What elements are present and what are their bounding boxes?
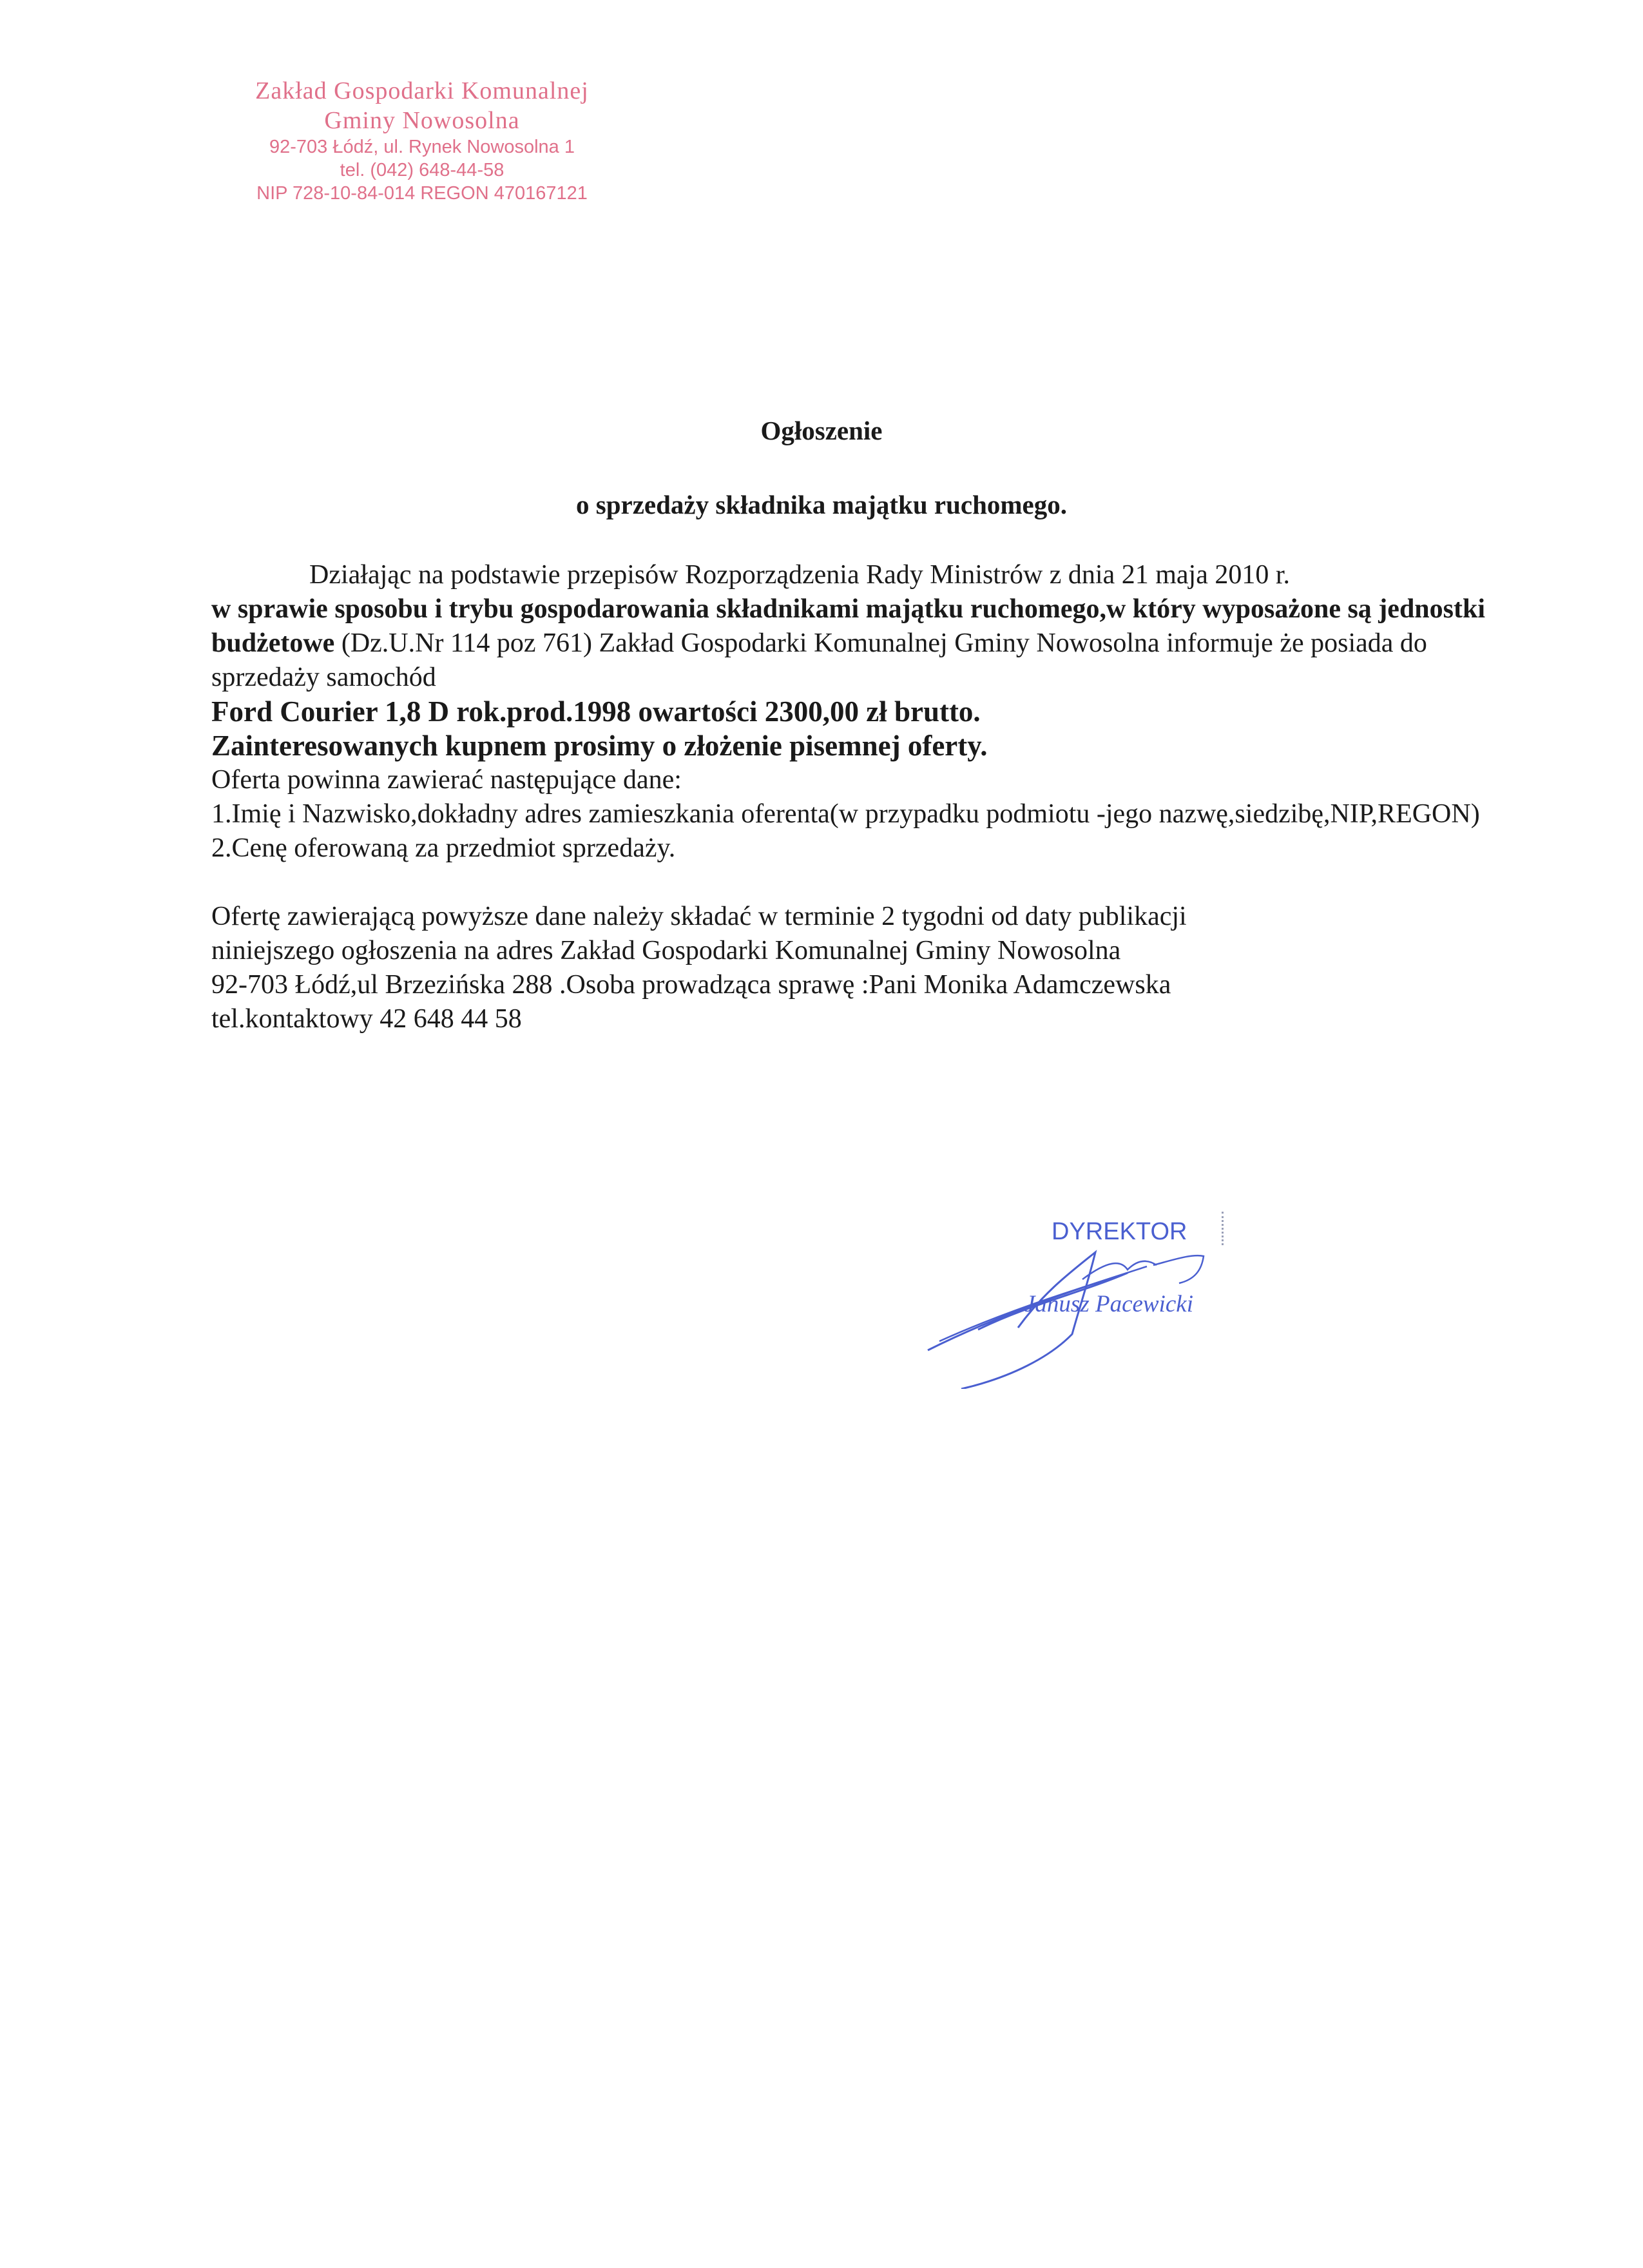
stamp-tax-ids: NIP 728-10-84-014 REGON 470167121 (256, 183, 588, 204)
requirement-item: 2.Cenę oferowaną za przedmiot sprzedaży. (211, 833, 676, 863)
stamp-address: 92-703 Łódź, ul. Rynek Nowosolna 1 (269, 137, 575, 157)
offer-request: Zainteresowanych kupnem prosimy o złożenie pisemnej oferty. (211, 730, 988, 762)
stamp-municipality: Gminy Nowosolna (324, 107, 520, 134)
contact-phone-line: tel.kontaktowy 42 648 44 58 (211, 1004, 522, 1034)
announcement-title: Ogłoszenie (760, 416, 883, 445)
submission-terms-line: niniejszego ogłoszenia na adres Zakład Gospodarki Komunalnej Gminy Nowosolna (211, 936, 1121, 965)
regulation-title: w sprawie sposobu i trybu gospodarowania składnikami majątku ruchomego,w który wyposażone są jednostki budżetowe (211, 594, 1486, 658)
sale-statement: (Dz.U.Nr 114 poz 761) Zakład Gospodarki Komunalnej Gminy Nowosolna informuje że posiada do sprzedaży samochód (211, 628, 1427, 692)
announcement-subtitle: o sprzedaży składnika majątku ruchomego. (576, 490, 1067, 519)
stamp-organization-name: Zakład Gospodarki Komunalnej (255, 77, 589, 104)
legal-basis-line: Działając na podstawie przepisów Rozporządzenia Rady Ministrów z dnia 21 maja 2010 r. (309, 560, 1291, 590)
vehicle-description: Ford Courier 1,8 D rok.prod.1998 owartości 2300,00 zł brutto. (211, 695, 981, 728)
paragraph-gap (211, 866, 1513, 900)
requirement-item: 1.Imię i Nazwisko,dokładny adres zamieszkania oferenta(w przypadku podmiotu -jego nazwę,siedzibę,NIP,REGON) (211, 799, 1480, 829)
legal-basis-paragraph (211, 592, 1513, 695)
submission-terms-line: Ofertę zawierającą powyższe dane należy składać w terminie 2 tygodni od daty publikacji (211, 902, 1187, 931)
stamp-phone: tel. (042) 648-44-58 (340, 160, 504, 180)
organization-stamp (213, 76, 631, 205)
director-stamp: DYREKTOR (1052, 1218, 1187, 1245)
announcement-body (211, 558, 1513, 1036)
offer-requirements-intro: Oferta powinna zawierać następujące dane: (211, 765, 682, 795)
submission-terms-line: 92-703 Łódź,ul Brzezińska 288 .Osoba prowadząca sprawę :Pani Monika Adamczewska (211, 970, 1171, 1000)
director-name: Janusz Pacewicki (1024, 1291, 1193, 1317)
